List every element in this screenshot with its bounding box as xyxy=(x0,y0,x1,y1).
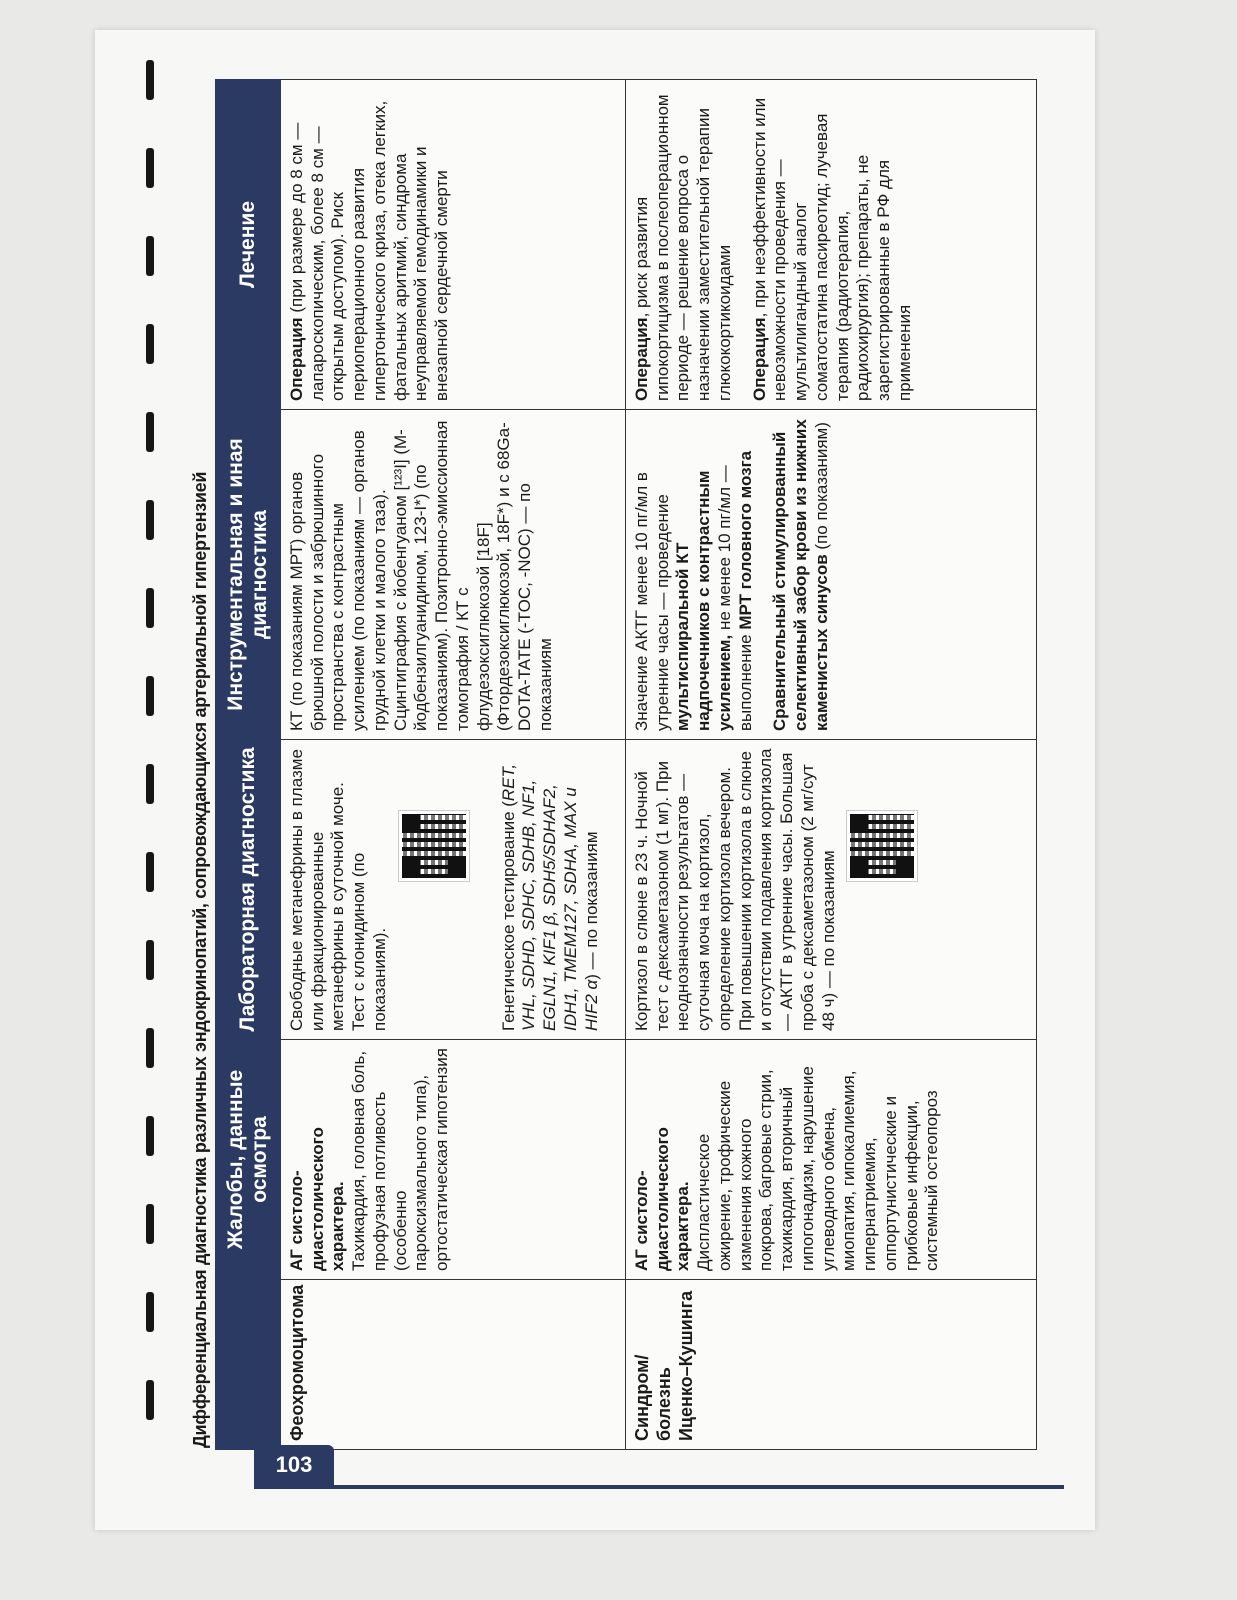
complaints-bold: АГ систоло-диастолического характера. xyxy=(287,1127,348,1271)
instrumental-cell xyxy=(626,410,1037,740)
qr-code[interactable] xyxy=(399,811,469,881)
lab-genetic: Генетическое тестирование (RET, VHL, SDHD, SDHC, SDHB, NF1, EGLN1, KIF1 β, SDH5/SDHAF2, IDH1, TMEM127, SDHA, MAX и HIF2 α) — по показаниям xyxy=(498,763,601,1031)
lab-text: Свободные метанефрины в плазме или фракционированные метанефрины в суточной моче. Тест с клонидином (по показаниям). xyxy=(287,749,389,1031)
lab-cell xyxy=(626,740,1037,1040)
table-row xyxy=(281,80,626,1450)
instrumental-part-2: Сравнительный стимулированный селективный забор крови из нижних каменистых синусов (по показаниям) xyxy=(770,419,831,731)
header-complaints: Жалобы, данные осмотра xyxy=(216,1040,281,1280)
table-caption: Дифференциальная диагностика различных эндокринопатий, сопровождающихся артериальной гипертензией xyxy=(190,471,210,1448)
treatment-part-1: Операция, риск развития гипокортицизма в послеоперационном периоде — решение вопроса о назначении заместительной терапии глюкокортикоидами xyxy=(632,94,734,401)
lab-cell xyxy=(281,740,626,1040)
lab-text: Кортизол в слюне в 23 ч. Ночной тест с дексаметазоном (1 мг). При неоднозначности результатов — суточная моча на кортизол, определение кортизола вечером. При повышении кортизола в слюне и отсутствии подавления кортизола — АКТГ в утренние часы. Большая проба с дексаметазоном (2 мг/сут 48 ч) — по показаниям xyxy=(632,748,838,1031)
complaints-bold: АГ систоло-диастолического характера. xyxy=(632,1127,693,1271)
treatment-cell xyxy=(626,80,1037,410)
header-lab: Лабораторная диагностика xyxy=(216,740,281,1040)
complaints-cell xyxy=(626,1040,1037,1280)
page-number: 103 xyxy=(254,1445,334,1485)
header-treatment: Лечение xyxy=(216,80,281,410)
qr-code[interactable] xyxy=(847,811,917,881)
table-header-row xyxy=(216,80,281,1450)
disease-name: Синдром/болезнь Иценко–Кушинга xyxy=(626,1280,1037,1450)
complaints-text: Тахикардия, головная боль, профузная потливость (особенно пароксизмального типа), ортостатическая гипотензия xyxy=(349,1048,452,1271)
spiral-binding xyxy=(128,60,158,1520)
page-number-strip xyxy=(254,1485,1064,1489)
instrumental-part-1: Значение АКТГ менее 10 пг/мл в утренние часы — проведение мультиспиральной КТ надпочечников с контрастным усилением, не менее 10 пг/мл — выполнение МРТ головного мозга xyxy=(632,450,755,731)
treatment-cell: Операция (при размере до 8 см — лапароскопическим, более 8 см — открытым доступом). Риск периоперационного развития гипертонического криза, отека легких, фатальных аритмий, синдрома неуправляемой гемодинамики и внезапной сердечной смерти xyxy=(281,80,626,410)
header-instrumental: Инструментальная и иная диагностика xyxy=(216,410,281,740)
header-disease xyxy=(216,1280,281,1450)
complaints-text: Диспластическое ожирение, трофические изменения кожного покрова, багровые стрии, тахикардия, вторичный гипогонадизм, нарушение углеводного обмена, миопатия, гипокалиемия, гипернатриемия, оппортунистические и грибковые инфекции, системный остеопороз xyxy=(694,1066,942,1271)
disease-name: Феохромоцитома xyxy=(281,1280,626,1450)
table-row xyxy=(626,80,1037,1450)
complaints-cell xyxy=(281,1040,626,1280)
diagnosis-table xyxy=(215,79,1037,1450)
rotated-table-block xyxy=(185,80,1035,1450)
instrumental-cell: КТ (по показаниям МРТ) органов брюшной полости и забрюшинного пространства с контрастным усилением (по показаниям — органов грудной клетки и малого таза). Сцинтиграфия с йобенгуаном [¹²³I] (М-йодбензилгуанидином, 123-I*) (по показаниям). Позитронно-эмиссионная томография / КТ с флудезоксиглюкозой [18F] (Фтордезоксиглюкозой, 18F*) и с 68Ga-DOTA-TATE (-TOC, -NOC) — по показаниям xyxy=(281,410,626,740)
treatment-part-2: Операция, при неэффективности или невозможности проведения — мультилигандный аналог соматостатина пасиреотид; лучевая терапия (радиотерапия, радиохирургия); препараты, не зарегистрированные в РФ для применения xyxy=(749,97,914,401)
